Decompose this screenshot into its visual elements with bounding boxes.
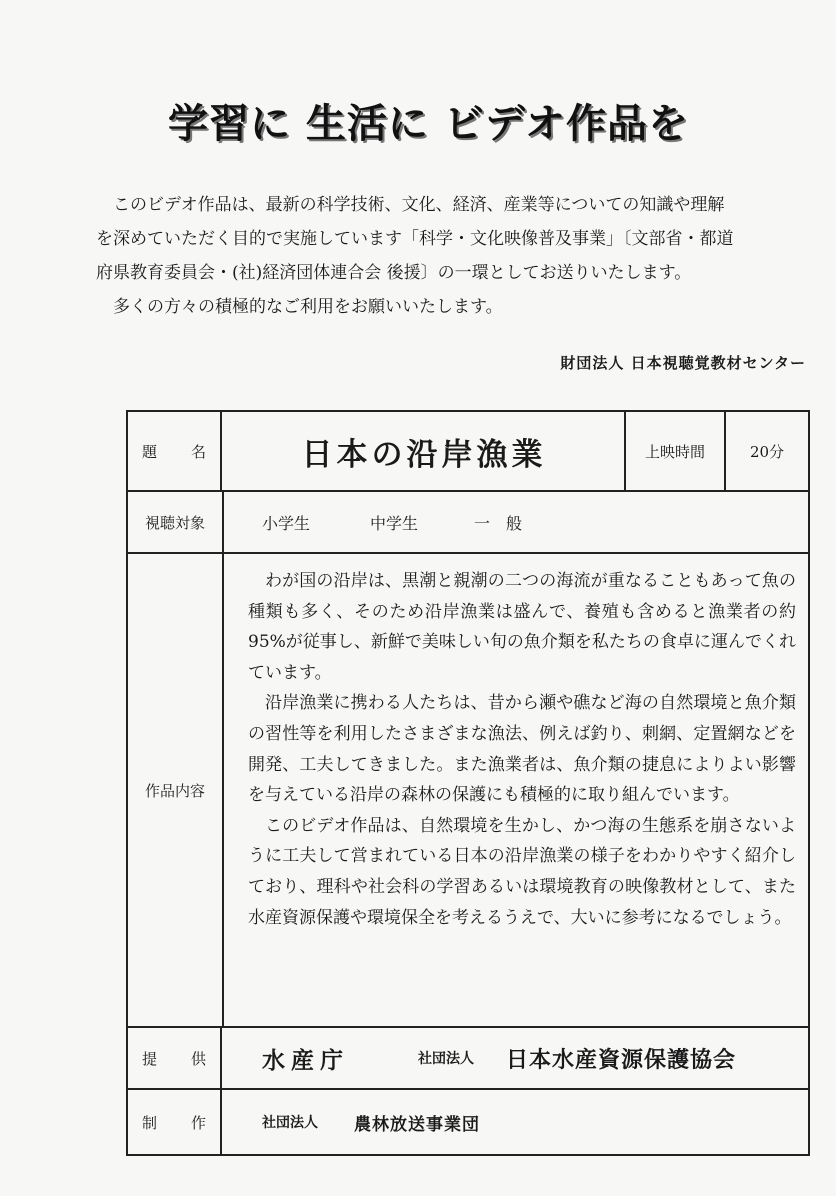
audience-label: 視聴対象 <box>128 492 224 552</box>
intro-paragraph-2: 多くの方々の積極的なご利用をお願いいたします。 <box>113 297 503 317</box>
runtime-value: 20分 <box>749 442 785 461</box>
content-description <box>248 566 796 933</box>
provider-main: 水産庁 <box>262 1047 349 1074</box>
title-label-char-1: 題 <box>142 442 158 461</box>
page-title: 学習に 生活に ビデオ作品を <box>168 101 690 147</box>
intro-line-1: このビデオ作品は、最新の科学技術、文化、経済、産業等についての知識や理解 <box>113 195 725 215</box>
provider-prefix: 社団法人 <box>418 1051 474 1067</box>
producer-label-char-1: 制 <box>142 1113 158 1132</box>
audience-row <box>128 492 808 554</box>
producer-row <box>128 1090 808 1154</box>
content-row <box>128 554 808 1028</box>
content-label: 作品内容 <box>128 554 224 1026</box>
provider-label-char-2: 供 <box>190 1049 206 1068</box>
content-paragraph-3: このビデオ作品は、自然環境を生かし、かつ海の生態系を崩さないように工夫して営まれている日本の沿岸漁業の様子をわかりやすく紹介しており、理科や社会科の学習あるいは環境教育の映像教材として、また水産資源保護や環境保全を考えるうえで、大いに参考になるでしょう。 <box>248 815 796 928</box>
content-paragraph-2: 沿岸漁業に携わる人たちは、昔から瀬や礁など海の自然環境と魚介類の習性等を利用したさまざまな漁法、例えば釣り、刺網、定置網などを開発、工夫してきました。また漁業者は、魚介類の捷息によりよい影響を与えている沿岸の森林の保護にも積極的に取り組んでいます。 <box>248 693 796 806</box>
organization-name: 財団法人 日本視聴覚教材センター <box>560 354 806 372</box>
provider-label-char-1: 提 <box>142 1049 158 1068</box>
title-label-char-2: 名 <box>190 442 206 461</box>
intro-line-3: 府県教育委員会・(社)経済団体連合会 後援〕の一環としてお送りいたします。 <box>96 263 692 283</box>
provider-row <box>128 1028 808 1090</box>
content-paragraph-1: わが国の沿岸は、黒潮と親潮の二つの海流が重なることもあって魚の種類も多く、そのため沿岸漁業は盛んで、養殖も含めると漁業者の約95%が従事し、新鮮で美味しい旬の魚介類を私たちの食卓に運んでくれています。 <box>248 571 796 683</box>
intro-line-2: を深めていただく目的で実施しています「科学・文化映像普及事業」〔文部省・都道 <box>96 229 734 249</box>
audience-general: 一 般 <box>474 513 523 533</box>
work-title: 日本の沿岸漁業 <box>301 436 547 473</box>
intro-text <box>96 188 806 324</box>
provider-organization: 日本水産資源保護協会 <box>506 1047 737 1073</box>
producer-organization: 農林放送事業団 <box>354 1114 480 1135</box>
audience-elementary: 小学生 <box>262 513 311 533</box>
producer-prefix: 社団法人 <box>262 1115 318 1131</box>
runtime-label: 上映時間 <box>624 412 726 490</box>
producer-label-char-2: 作 <box>190 1113 206 1132</box>
provider-label <box>128 1028 222 1088</box>
audience-junior-high: 中学生 <box>370 513 419 533</box>
title-row <box>128 412 808 492</box>
title-label <box>128 412 222 490</box>
info-sheet <box>126 410 810 1156</box>
producer-label <box>128 1090 222 1154</box>
